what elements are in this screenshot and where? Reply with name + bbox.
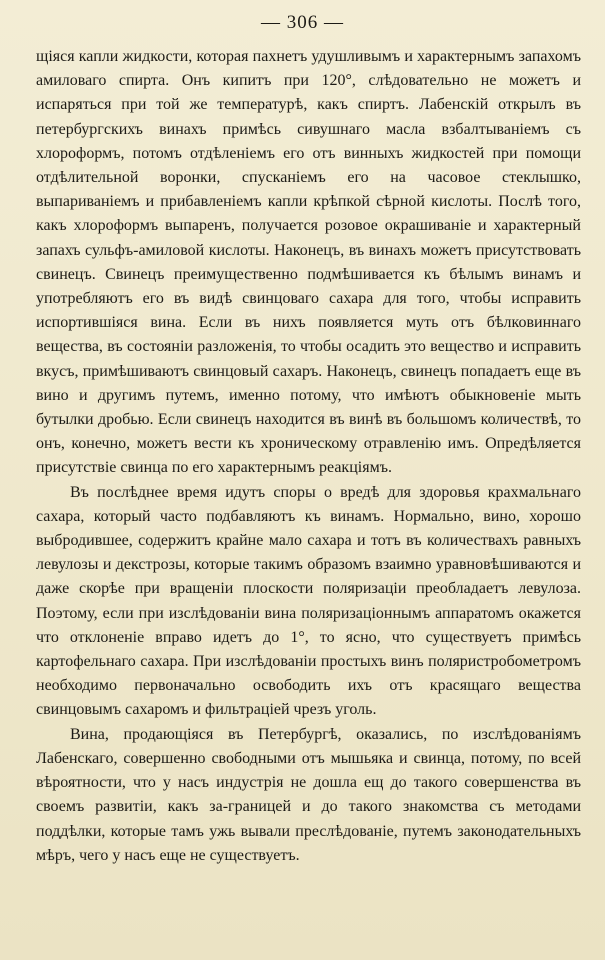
body-text [36, 45, 581, 868]
paragraph-continued: щіяся капли жидкости, которая пахнетъ удушливымъ и характернымъ запахомъ амиловаго спирта. Онъ кипитъ при 120°, слѣдовательно не можетъ и испаряться при той же температурѣ, какъ спиртъ. Лабенскій открылъ въ петербургскихъ винахъ примѣсь сивушнаго масла взбалтываніемъ съ хлороформъ, потомъ отдѣленіемъ его отъ винныхъ жидкостей при помощи отдѣлительной воронки, спусканіемъ его на часовое стеклышко, выпариваніемъ и прибавленіемъ капли крѣпкой сѣрной кислоты. Послѣ того, какъ хлороформъ выпаренъ, получается розовое окрашиваніе и характерный запахъ сульфъ-амиловой кислоты. Наконецъ, въ винахъ можетъ присутствовать свинецъ. Свинецъ преимущественно подмѣшивается къ бѣлымъ винамъ и употребляютъ его въ видѣ свинцоваго сахара для того, чтобы исправить испортившіяся вина. Если въ нихъ появляется муть отъ бѣлковиннаго вещества, въ состояніи разложенія, то чтобы осадить это вещество и исправить вкусъ, примѣшиваютъ свинцовый сахаръ. Наконецъ, свинецъ попадаетъ еще въ вино и другимъ путемъ, именно потому, что имѣютъ обыкновеніе мыть бутылки дробью. Если свинецъ находится въ винѣ въ большомъ количествѣ, то онъ, конечно, можетъ вести къ хроническому отравленію имъ. Опредѣляется присутствіе свинца по его характернымъ реакціямъ. [36, 48, 581, 477]
paragraph-petersburg-wines: Вина, продающіяся въ Петербургѣ, оказались, по изслѣдованіямъ Лабенскаго, совершенно свободными отъ мышьяка и свинца, потому, по всей вѣроятности, что у насъ индустрія не дошла ещ до такого совершенства въ своемъ развитіи, какъ за-границей и до такого знакомства съ методами поддѣлки, которые тамъ ужь вывали преслѣдованіе, путемъ законодательныхъ мѣръ, чего у насъ еще не существуетъ. [36, 725, 581, 864]
paragraph-starch-sugar: Въ послѣднее время идутъ споры о вредѣ для здоровья крахмальнаго сахара, который часто подбавляютъ къ винамъ. Нормально, вино, хорошо выбродившее, содержитъ крайне мало сахара и тотъ въ количествахъ равныхъ левулозы и декстрозы, которые такимъ образомъ взаимно уравновѣшиваются и даже скорѣе при вращеніи плоскости поляризаціи преобладаетъ левулоза. Поэтому, если при изслѣдованіи вина поляризаціоннымъ аппаратомъ окажется что отклоненіе вправо идетъ до 1°, то ясно, что существуетъ примѣсь картофельнаго сахара. При изслѣдованіи простыхъ винъ поляристробометромъ необходимо первоначально освободить ихъ отъ красящаго вещества свинцовымъ сахаромъ и фильтраціей чрезъ уголь. [36, 483, 581, 719]
page-number: — 306 — [261, 12, 344, 33]
